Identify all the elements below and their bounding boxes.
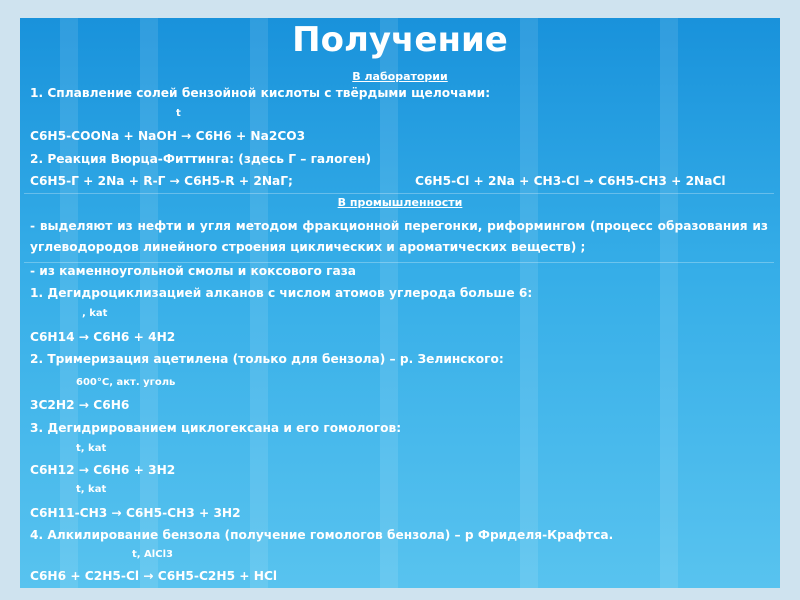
- decor-stripe: [140, 18, 158, 588]
- line-friedel-crafts: 4. Алкилирование бензола (получение гомологов бензола) – р Фриделя-Крафтса.: [30, 528, 614, 542]
- line-dehydrocyclization: 1. Дегидроциклизацией алканов с числом атомов углерода больше 6:: [30, 286, 533, 300]
- content-panel: [20, 18, 780, 588]
- decor-stripe: [60, 18, 78, 588]
- equation-acetylene: 3C2H2 → C6H6: [30, 398, 130, 412]
- slide-title: Получение: [292, 20, 508, 60]
- divider: [24, 193, 774, 194]
- condition-t-kat: t, kat: [76, 484, 107, 495]
- divider: [24, 262, 774, 263]
- decor-stripe: [520, 18, 538, 588]
- line-fusion: 1. Сплавление солей бензойной кислоты с твёрдыми щелочами:: [30, 86, 491, 100]
- line-coal-tar: - из каменноугольной смолы и коксового газа: [30, 264, 357, 278]
- line-wurtz-fittig: 2. Реакция Вюрца-Фиттинга: (здесь Г – галоген): [30, 152, 372, 166]
- equation-cyclohexane: C6H12 → C6H6 + 3H2: [30, 463, 176, 477]
- condition-t: t: [176, 108, 181, 119]
- decor-stripe: [250, 18, 268, 588]
- decor-stripe: [660, 18, 678, 588]
- equation-hexane: C6H14 → C6H6 + 4H2: [30, 330, 176, 344]
- condition-kat: , kat: [82, 308, 108, 319]
- lab-header: В лаборатории: [352, 70, 448, 83]
- condition-t-kat: t, kat: [76, 443, 107, 454]
- line-trimerization: 2. Тримеризация ацетилена (только для бензола) – р. Зелинского:: [30, 352, 504, 366]
- equation-wurtz-example: C6H5-Cl + 2Na + CH3-Cl → C6H5-CH3 + 2NaCl: [415, 174, 726, 188]
- equation-methylcyclohexane: C6H11-CH3 → C6H5-CH3 + 3H2: [30, 506, 241, 520]
- line-dehydrogenation: 3. Дегидрированием циклогексана и его гомологов:: [30, 421, 402, 435]
- condition-t-alcl3: t, AlCl3: [132, 549, 173, 560]
- equation-alkylation: C6H6 + C2H5-Cl → C6H5-C2H5 + HCl: [30, 569, 278, 583]
- condition-600c: 600°C, акт. уголь: [76, 377, 176, 388]
- equation-wurtz-general: C6H5-Г + 2Na + R-Г → C6H5-R + 2NaГ;: [30, 174, 293, 188]
- paragraph-oil-coal: - выделяют из нефти и угля методом фракционной перегонки, риформингом (процесс образования из углеводородов линейного строения циклических и ароматических веществ) ;: [30, 219, 768, 254]
- equation-decarboxylation: C6H5-COONa + NaOH → C6H6 + Na2CO3: [30, 129, 306, 143]
- industry-header: В промышленности: [337, 196, 463, 209]
- decor-stripe: [380, 18, 398, 588]
